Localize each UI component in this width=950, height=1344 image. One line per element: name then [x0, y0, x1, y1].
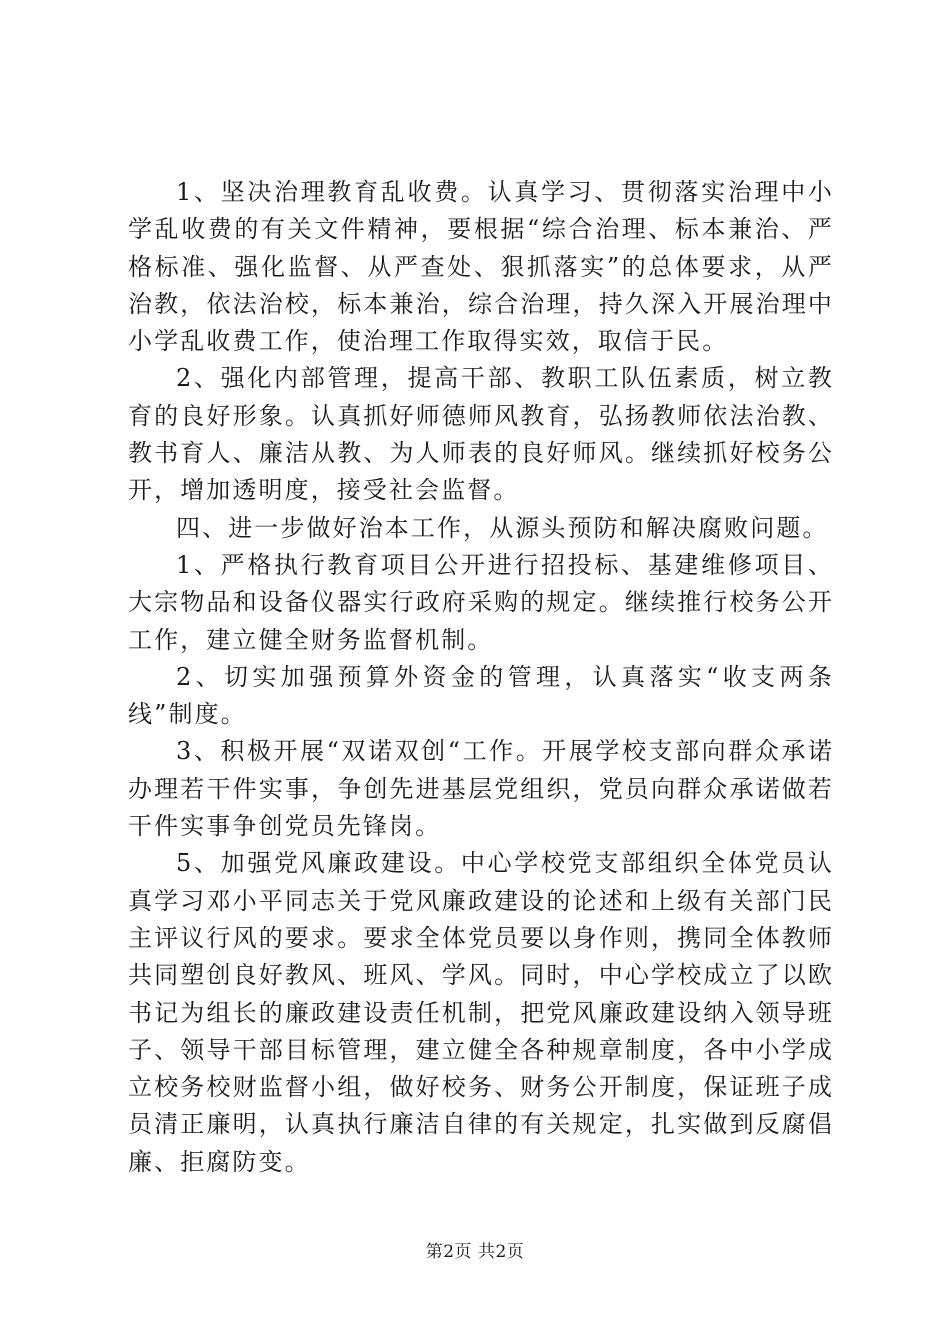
page-footer [0, 1240, 950, 1264]
paragraph: 1、严格执行教育项目公开进行招投标、基建维修项目、大宗物品和设备仪器实行政府采购的规定。继续推行校务公开工作，建立健全财务监督机制。 [128, 550, 834, 654]
document-body [128, 174, 834, 1181]
paragraph: 5、加强党风廉政建设。中心学校党支部组织全体党员认真学习邓小平同志关于党风廉政建设的论述和上级有关部门民主评议行风的要求。要求全体党员要以身作则，携同全体教师共同塑创良好教风、班风、学风。同时，中心学校成立了以欧书记为组长的廉政建设责任机制，把党风廉政建设纳入领导班子、领导干部目标管理，建立健全各种规章制度，各中小学成立校务校财监督小组，做好校务、财务公开制度，保证班子成员清正廉明，认真执行廉洁自律的有关规定，扎实做到反腐倡廉、拒腐防变。 [128, 849, 834, 1176]
paragraph: 3、积极开展“双诺双创“工作。开展学校支部向群众承诺办理若干件实事，争创先进基层党组织，党员向群众承诺做若干件实事争创党员先锋岗。 [128, 737, 834, 841]
paragraph: 2、切实加强预算外资金的管理，认真落实“收支两条线”制度。 [128, 662, 834, 729]
paragraph: 1、坚决治理教育乱收费。认真学习、贯彻落实治理中小学乱收费的有关文件精神，要根据“综合治理、标本兼治、严格标准、强化监督、从严查处、狠抓落实”的总体要求，从严治教，依法治校，标本兼治，综合治理，持久深入开展治理中小学乱收费工作，使治理工作取得实效，取信于民。 [128, 178, 834, 356]
paragraph: 2、强化内部管理，提高干部、教职工队伍素质，树立教育的良好形象。认真抓好师德师风教育，弘扬教师依法治教、教书育人、廉洁从教、为人师表的良好师风。继续抓好校务公开，增加透明度，接受社会监督。 [128, 364, 834, 505]
page-number: 第2页 共2页 [425, 1242, 525, 1262]
section-heading: 四、进一步做好治本工作，从源头预防和解决腐败问题。 [176, 513, 829, 542]
